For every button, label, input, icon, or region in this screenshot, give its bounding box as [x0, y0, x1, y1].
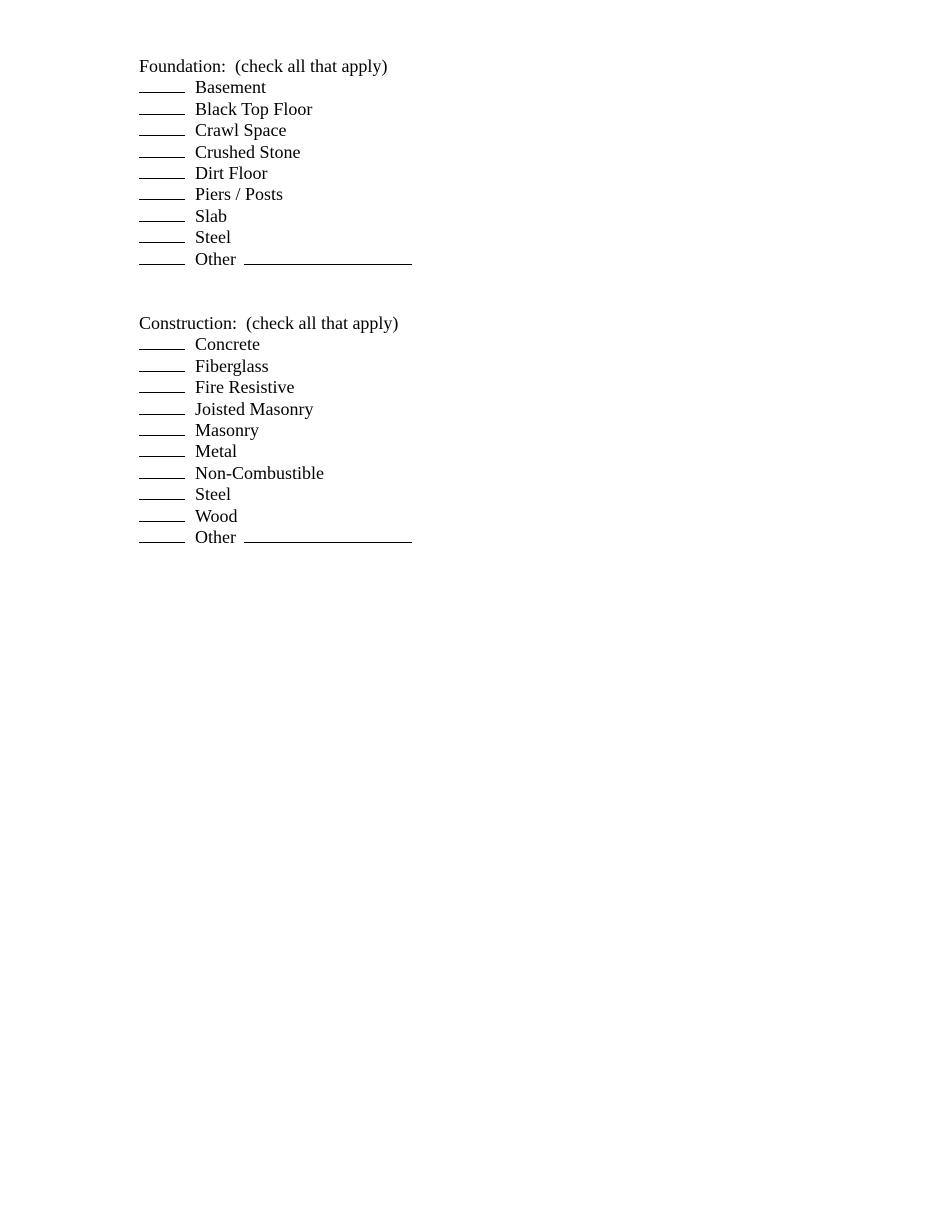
check-blank[interactable]	[139, 420, 185, 436]
check-blank[interactable]	[139, 399, 185, 415]
option-label: Metal	[195, 441, 237, 462]
foundation-option-dirt-floor	[139, 163, 739, 184]
check-blank[interactable]	[139, 120, 185, 136]
foundation-option-steel	[139, 227, 739, 248]
foundation-option-basement	[139, 77, 739, 98]
construction-option-fiberglass	[139, 356, 739, 377]
option-label: Non-Combustible	[195, 462, 324, 483]
option-label: Steel	[195, 227, 231, 248]
option-label: Piers / Posts	[195, 184, 284, 205]
construction-section	[139, 313, 739, 548]
option-label: Other	[195, 248, 236, 269]
foundation-option-crushed-stone	[139, 142, 739, 163]
foundation-option-black-top-floor	[139, 99, 739, 120]
construction-option-other	[139, 527, 739, 548]
check-blank[interactable]	[139, 206, 185, 222]
check-blank[interactable]	[139, 163, 185, 179]
option-label: Slab	[195, 205, 228, 226]
other-specify-blank[interactable]	[244, 249, 412, 265]
check-blank[interactable]	[139, 184, 185, 200]
option-label: Black Top Floor	[195, 98, 313, 119]
check-blank[interactable]	[139, 506, 185, 522]
construction-option-joisted-masonry	[139, 399, 739, 420]
foundation-section	[139, 56, 739, 270]
option-label: Fiberglass	[195, 355, 269, 376]
construction-option-non-combustible	[139, 463, 739, 484]
option-label: Masonry	[195, 419, 259, 440]
check-blank[interactable]	[139, 377, 185, 393]
construction-option-concrete	[139, 334, 739, 355]
foundation-option-crawl-space	[139, 120, 739, 141]
option-label: Wood	[195, 505, 238, 526]
check-blank[interactable]	[139, 77, 185, 93]
option-label: Dirt Floor	[195, 162, 268, 183]
construction-option-steel	[139, 484, 739, 505]
option-label: Fire Resistive	[195, 377, 295, 398]
check-blank[interactable]	[139, 99, 185, 115]
construction-option-metal	[139, 441, 739, 462]
construction-option-masonry	[139, 420, 739, 441]
check-blank[interactable]	[139, 356, 185, 372]
check-blank[interactable]	[139, 334, 185, 350]
option-label: Concrete	[195, 334, 260, 355]
option-label: Crawl Space	[195, 120, 287, 141]
foundation-option-other	[139, 249, 739, 270]
construction-option-fire-resistive	[139, 377, 739, 398]
other-specify-blank[interactable]	[244, 527, 412, 543]
foundation-heading: Foundation: (check all that apply)	[139, 56, 388, 76]
check-blank[interactable]	[139, 484, 185, 500]
option-label: Crushed Stone	[195, 141, 301, 162]
option-label: Steel	[195, 484, 231, 505]
construction-option-wood	[139, 506, 739, 527]
option-label: Other	[195, 526, 236, 547]
option-label: Joisted Masonry	[195, 398, 314, 419]
check-blank[interactable]	[139, 441, 185, 457]
check-blank[interactable]	[139, 142, 185, 158]
check-blank[interactable]	[139, 527, 185, 543]
foundation-option-piers-posts	[139, 184, 739, 205]
construction-heading: Construction: (check all that apply)	[139, 313, 399, 333]
check-blank[interactable]	[139, 227, 185, 243]
check-blank[interactable]	[139, 463, 185, 479]
option-label: Basement	[195, 77, 266, 98]
foundation-option-slab	[139, 206, 739, 227]
check-blank[interactable]	[139, 249, 185, 265]
